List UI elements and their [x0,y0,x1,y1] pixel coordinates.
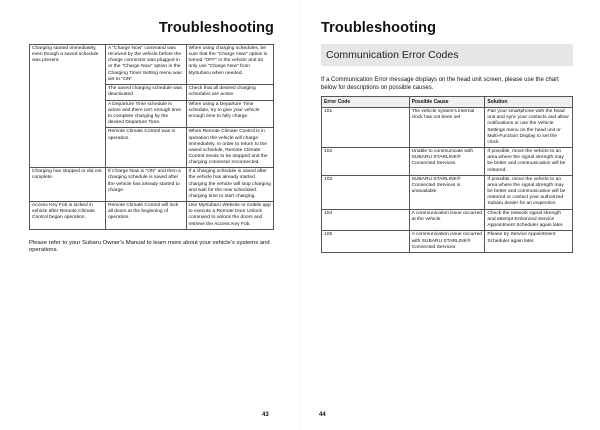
error-code-cell: 102 [322,148,410,176]
solution-cell: Pair your smartphone with the head unit and sync your contacts and allow notifications or use the Vehicle Settings menu on the head unit or Multi-Function Display to set the clock. [485,108,573,148]
solution-cell: When Remote Climate Control is in operation the vehicle will charge immediately. In order to return to the saved schedule, Remote Climate Control needs to be stopped and the charging connector reconnected. [186,128,273,168]
cause-cell: Remote Climate Control will lock all doors at the beginning of operation. [105,202,186,230]
error-code-cell: 105 [322,231,410,253]
possible-cause-cell: Unable to communicate with SUBARU STARLINK® Connected Services [409,148,485,176]
solution-cell: If possible, move the vehicle to an area where the signal strength may be better and communication will be restored. [485,148,573,176]
possible-cause-cell: SUBARU STARLINK® Connected Services is unavailable [409,175,485,209]
cause-cell: If Charge Now is "ON" and then a charging schedule is saved after the vehicle has already started to charge. [105,168,186,202]
right-page-title: Troubleshooting [321,20,437,36]
error-code-cell: 103 [322,175,410,209]
error-codes-header-row [322,97,573,108]
possible-cause-cell: A communication issue occurred with SUBARU STARLINK® Connected Services [409,231,485,253]
symptom-cell: Charging has stopped or did not complete. [30,168,106,202]
table-row [30,168,274,202]
left-page-title: Troubleshooting [158,20,274,36]
solution-cell: Use MySubaru Website or mobile app to execute a Remote Door Unlock command to unlock the doors and retrieve the Access Key Fob. [186,202,273,230]
solution-cell: If possible, move the vehicle to an area where the signal strength may be better and communication will be restored or contact your authorized Subaru dealer for an inspection. [485,175,573,209]
cause-cell: A Departure Time schedule is active and there isn't enough time to complete charging by the desired Departure Time. [105,100,186,128]
cause-cell: Remote Climate Control was in operation. [105,128,186,168]
table-row [322,175,573,209]
table-row [30,202,274,230]
error-codes-table [321,96,573,253]
table-row [322,231,573,253]
column-header-error-code: Error Code [322,97,410,108]
error-code-cell: 101 [322,108,410,148]
table-row [322,209,573,231]
solution-cell: Check that all desired charging schedules are active. [186,84,273,100]
solution-cell: When using a Departure Time schedule, try to give your vehicle enough time to fully charge. [186,100,273,128]
cause-cell: The saved charging schedule was deactivated [105,84,186,100]
possible-cause-cell: The vehicle system's internal clock has not been set [409,108,485,148]
column-header-possible-cause: Possible Cause [409,97,485,108]
owners-manual-footnote: Please refer to your Subaru Owner's Manual to learn more about your vehicle's systems and operations. [29,239,270,254]
solution-cell: If a charging schedule is saved after the vehicle has already started charging the vehicle will stop charging and wait for the new scheduled charging time to start charging. [186,168,273,202]
table-row [322,108,573,148]
intro-text: If a Communication Error message displays on the head unit screen, please use the chart below for descriptions on possible causes. [321,77,559,91]
page-number-right: 44 [319,412,326,418]
troubleshooting-table [29,44,274,230]
table-row [30,45,274,85]
section-title-bar: Communication Error Codes [321,44,573,66]
error-code-cell: 104 [322,209,410,231]
symptom-cell: Access Key Fob is locked in vehicle after Remote Climate Control began operation. [30,202,106,230]
right-page [300,0,600,430]
solution-cell: Check the network signal strength and attempt Enhanced Service Appointment Scheduler again later. [485,209,573,231]
symptom-cell: Charging started immediately, even though a saved schedule was present. [30,45,106,168]
solution-cell: Please try Service Appointment Scheduler again later. [485,231,573,253]
column-header-solution: Solution [485,97,573,108]
solution-cell: When using charging schedules, be sure that the "Charge Now" option is turned "OFF" in the vehicle and do only use "Charge Now" from MySubaru when needed. [186,45,273,85]
cause-cell: A "Charge Now" command was received by the vehicle before the charge connector was plugged in or the "Charge Now" option in the Charging Timer Setting menu was set to "ON" [105,45,186,85]
page-number-left: 43 [262,412,269,418]
possible-cause-cell: A communication issue occurred at the vehicle [409,209,485,231]
table-row [322,148,573,176]
